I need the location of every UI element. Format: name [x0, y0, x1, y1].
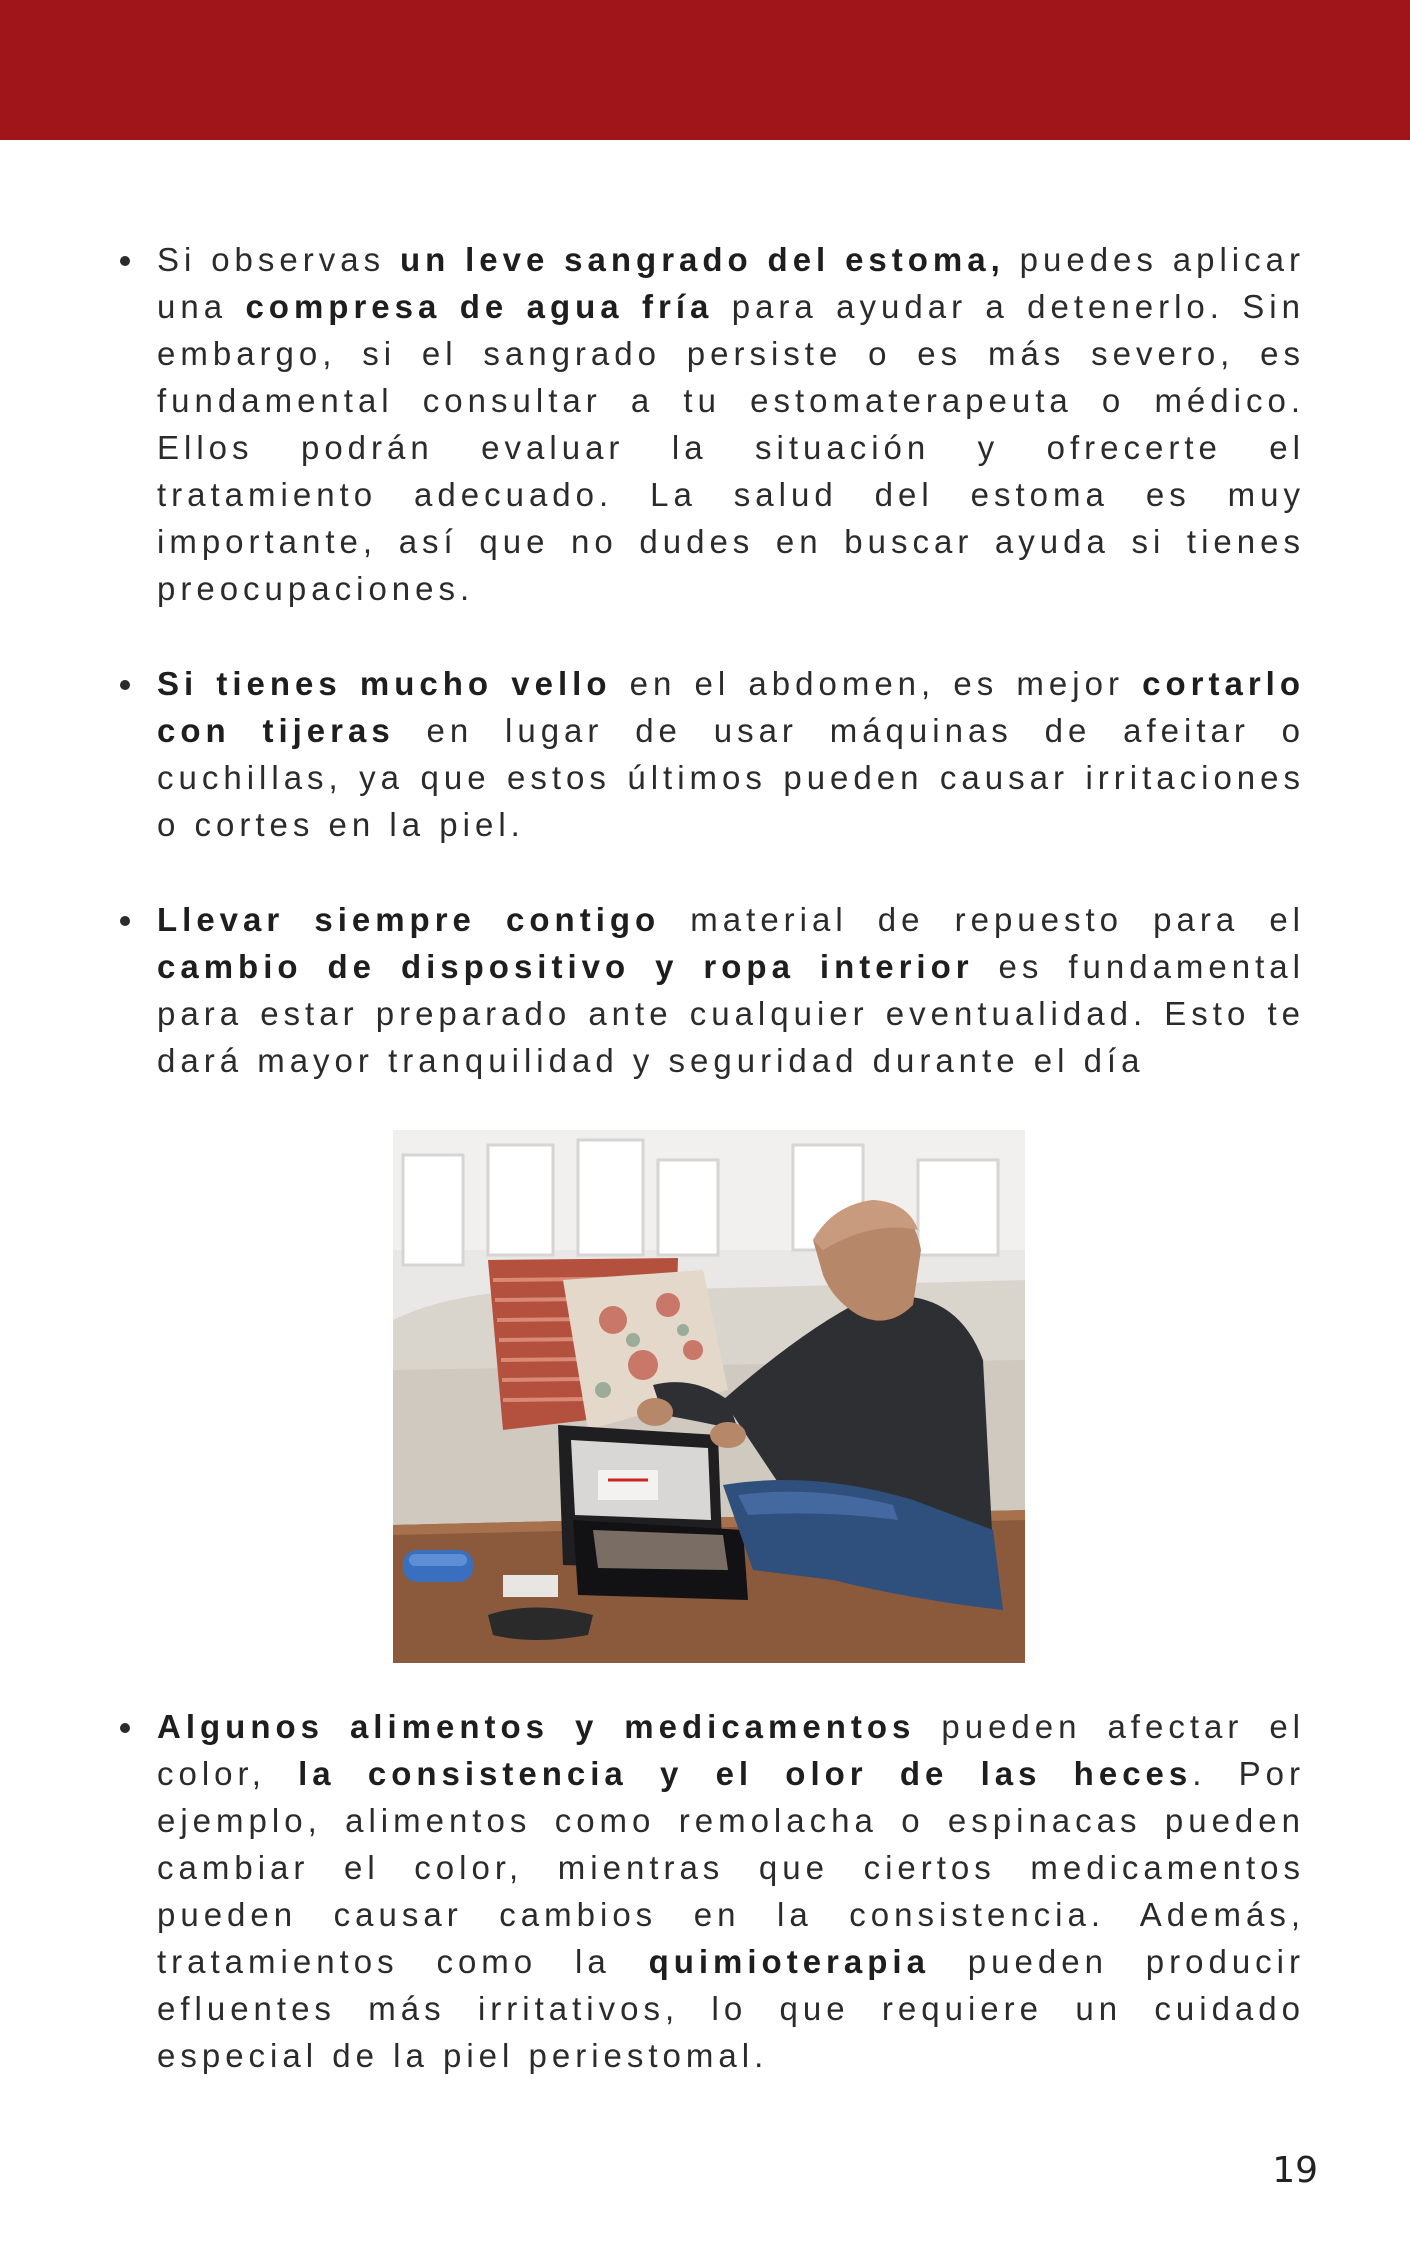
text-run: material de repuesto para el: [660, 901, 1306, 938]
page-number: 19: [1272, 2150, 1318, 2191]
text-run: en lugar de usar máquinas de afeitar o cuchillas, ya que estos últimos pueden causar irritaciones o cortes en la piel.: [157, 712, 1305, 843]
bold-phrase: la consistencia y el olor de las heces: [298, 1755, 1193, 1792]
bold-phrase: compresa de agua fría: [245, 288, 714, 325]
text-run: para ayudar a detenerlo. Sin embargo, si el sangrado persiste o es más severo, es fundamental consultar a tu estomaterapeuta o médico. Ellos podrán evaluar la situación y ofrecerte el tratamiento adecuado. La salud del estoma es muy importante, así que no dudes en buscar ayuda si tienes preocupaciones.: [157, 288, 1305, 607]
bullet-hair-removal: [120, 660, 1305, 848]
text-run: Si observas: [157, 241, 400, 278]
text-run: pueden afectar el color,: [157, 1708, 1305, 1792]
bullet-stoma-bleeding: [120, 236, 1305, 612]
bullet-food-medication: [120, 1703, 1305, 2079]
photo-man-with-supply-bag: [393, 1130, 1025, 1663]
bold-phrase: cortarlo con tijeras: [157, 665, 1305, 749]
text-run: es fundamental para estar preparado ante cualquier eventualidad. Esto te dará mayor tranquilidad y seguridad durante el día: [157, 948, 1305, 1079]
text-run: pueden producir efluentes más irritativos, lo que requiere un cuidado especial de la piel periestomal.: [157, 1943, 1306, 2074]
text-run: en el abdomen, es mejor: [611, 665, 1143, 702]
bold-phrase: Llevar siempre contigo: [157, 901, 661, 938]
bullet-spare-supplies: [120, 896, 1305, 1084]
text-run: puedes aplicar una: [157, 241, 1305, 325]
bold-phrase: Algunos alimentos y medicamentos: [157, 1708, 916, 1745]
text-run: . Por ejemplo, alimentos como remolacha o espinacas pueden cambiar el color, mientras que ciertos medicamentos pueden causar cambios en la consistencia. Además, tratamientos como la: [157, 1755, 1305, 1980]
bold-phrase: un leve sangrado del estoma,: [399, 241, 1005, 278]
header-band: [0, 0, 1410, 140]
bold-phrase: Si tienes mucho vello: [157, 665, 612, 702]
bold-phrase: quimioterapia: [648, 1943, 930, 1980]
bold-phrase: cambio de dispositivo y ropa interior: [157, 948, 974, 985]
